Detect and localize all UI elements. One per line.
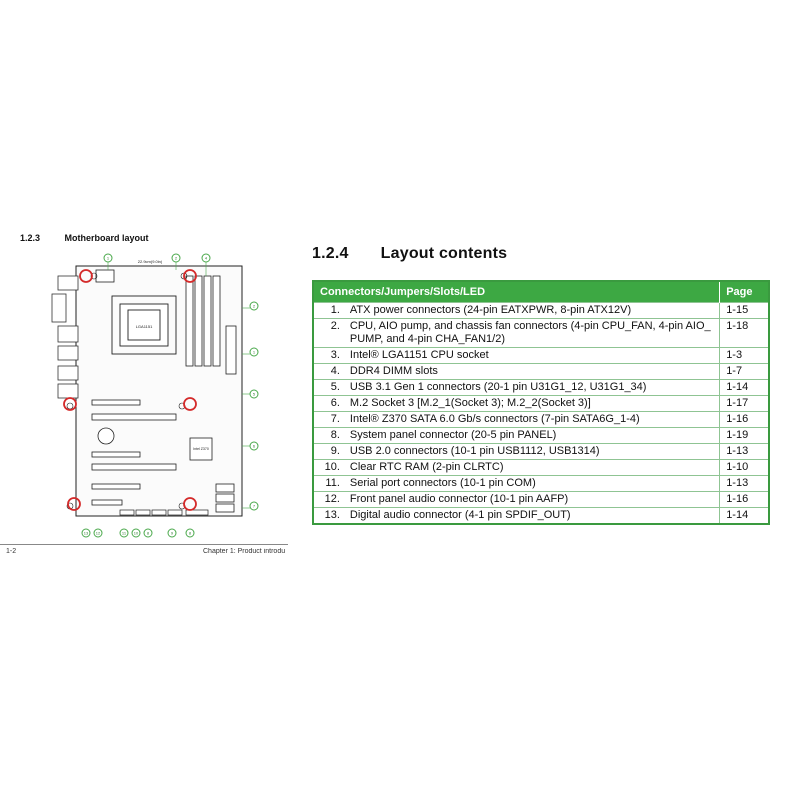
- layout-contents-table: [312, 280, 770, 525]
- section-title: Motherboard layout: [64, 233, 149, 243]
- motherboard-diagram: [0, 248, 290, 548]
- table-row: [313, 460, 769, 476]
- row-description: USB 2.0 connectors (10-1 pin USB1112, USB1314): [346, 444, 720, 460]
- row-description: Intel® LGA1151 CPU socket: [346, 348, 720, 364]
- callout-bottom: [144, 529, 152, 537]
- layout-contents-heading: [312, 245, 507, 263]
- row-number: 6.: [313, 396, 346, 412]
- svg-text:2: 2: [252, 303, 256, 309]
- row-description: Clear RTC RAM (2-pin CLRTC): [346, 460, 720, 476]
- table-row: [313, 492, 769, 508]
- svg-text:Intel Z370: Intel Z370: [193, 447, 209, 451]
- row-number: 10.: [313, 460, 346, 476]
- row-number: 7.: [313, 412, 346, 428]
- row-number: 9.: [313, 444, 346, 460]
- sata-connectors: [216, 484, 234, 512]
- row-page: 1-16: [720, 492, 769, 508]
- callout-right: [250, 502, 258, 510]
- row-number: 11.: [313, 476, 346, 492]
- row-description: CPU, AIO pump, and chassis fan connectors (4-pin CPU_FAN, 4-pin AIO_ PUMP, and 4-pin CHA_FAN1/2): [346, 319, 720, 348]
- svg-text:13: 13: [83, 530, 89, 536]
- svg-text:2: 2: [174, 255, 178, 261]
- row-description: Serial port connectors (10-1 pin COM): [346, 476, 720, 492]
- motherboard-layout-heading: [20, 233, 149, 243]
- table-row: [313, 508, 769, 525]
- svg-text:LGA1151: LGA1151: [135, 324, 153, 329]
- row-page: 1-16: [720, 412, 769, 428]
- svg-text:8: 8: [188, 530, 192, 536]
- atx-8pin: [96, 270, 114, 282]
- row-description: ATX power connectors (24-pin EATXPWR, 8-pin ATX12V): [346, 303, 720, 319]
- callout-top: [172, 254, 180, 262]
- table-row: [313, 380, 769, 396]
- svg-text:12: 12: [95, 530, 101, 536]
- callout-right: [250, 302, 258, 310]
- callout-top: [202, 254, 210, 262]
- row-description: Digital audio connector (4-1 pin SPDIF_OUT): [346, 508, 720, 525]
- header-page: Page: [720, 281, 769, 303]
- footer-page-number: 1-2: [6, 548, 17, 555]
- section-number: 1.2.4: [312, 245, 349, 262]
- svg-text:1: 1: [106, 255, 110, 261]
- svg-text:1: 1: [252, 349, 256, 355]
- svg-text:5: 5: [252, 391, 256, 397]
- row-number: 8.: [313, 428, 346, 444]
- callout-bottom: [132, 529, 140, 537]
- callout-bottom: [82, 529, 90, 537]
- header-connectors: Connectors/Jumpers/Slots/LED: [313, 281, 720, 303]
- atx-24pin: [226, 326, 236, 374]
- table-row: [313, 412, 769, 428]
- row-description: System panel connector (20-5 pin PANEL): [346, 428, 720, 444]
- svg-text:10: 10: [133, 530, 139, 536]
- table-row: [313, 476, 769, 492]
- table-row: [313, 444, 769, 460]
- row-description: USB 3.1 Gen 1 connectors (20-1 pin U31G1_12, U31G1_34): [346, 380, 720, 396]
- callout-bottom: [168, 529, 176, 537]
- row-number: 2.: [313, 319, 346, 348]
- table-row: [313, 396, 769, 412]
- table-header-row: [313, 281, 769, 303]
- callout-right: [250, 442, 258, 450]
- callout-right: [250, 390, 258, 398]
- row-number: 1.: [313, 303, 346, 319]
- row-page: 1-15: [720, 303, 769, 319]
- table-row: [313, 364, 769, 380]
- footer-chapter-title: Chapter 1: Product introdu: [203, 548, 286, 555]
- row-number: 4.: [313, 364, 346, 380]
- row-page: 1-14: [720, 508, 769, 525]
- row-number: 5.: [313, 380, 346, 396]
- row-description: M.2 Socket 3 [M.2_1(Socket 3); M.2_2(Socket 3)]: [346, 396, 720, 412]
- row-page: 1-13: [720, 476, 769, 492]
- table-row: [313, 428, 769, 444]
- row-page: 1-3: [720, 348, 769, 364]
- row-page: 1-14: [720, 380, 769, 396]
- callout-bottom: [120, 529, 128, 537]
- row-number: 13.: [313, 508, 346, 525]
- table-row: [313, 319, 769, 348]
- callout-right: [250, 348, 258, 356]
- row-page: 1-7: [720, 364, 769, 380]
- section-number: 1.2.3: [20, 233, 41, 243]
- row-description: DDR4 DIMM slots: [346, 364, 720, 380]
- row-number: 12.: [313, 492, 346, 508]
- footer-divider: [0, 544, 288, 545]
- callout-bottom: [186, 529, 194, 537]
- rear-io-panel: [52, 276, 78, 398]
- row-page: 1-18: [720, 319, 769, 348]
- svg-text:7: 7: [252, 503, 256, 509]
- row-description: Intel® Z370 SATA 6.0 Gb/s connectors (7-pin SATA6G_1-4): [346, 412, 720, 428]
- cpu-socket: [112, 296, 176, 354]
- table-row: [313, 348, 769, 364]
- row-description: Front panel audio connector (10-1 pin AAFP): [346, 492, 720, 508]
- svg-text:8: 8: [146, 530, 150, 536]
- svg-text:11: 11: [121, 530, 127, 536]
- callout-top: [104, 254, 112, 262]
- svg-text:4: 4: [204, 255, 208, 261]
- callout-bottom: [94, 529, 102, 537]
- row-page: 1-19: [720, 428, 769, 444]
- row-number: 3.: [313, 348, 346, 364]
- row-page: 1-17: [720, 396, 769, 412]
- bottom-headers: [120, 510, 208, 515]
- table-row: [313, 303, 769, 319]
- section-title: Layout contents: [380, 245, 508, 262]
- row-page: 1-10: [720, 460, 769, 476]
- svg-text:9: 9: [170, 530, 174, 536]
- row-page: 1-13: [720, 444, 769, 460]
- svg-text:6: 6: [252, 443, 256, 449]
- cmos-battery: [98, 428, 114, 444]
- svg-text:22.9cm(9.0in): 22.9cm(9.0in): [137, 259, 163, 264]
